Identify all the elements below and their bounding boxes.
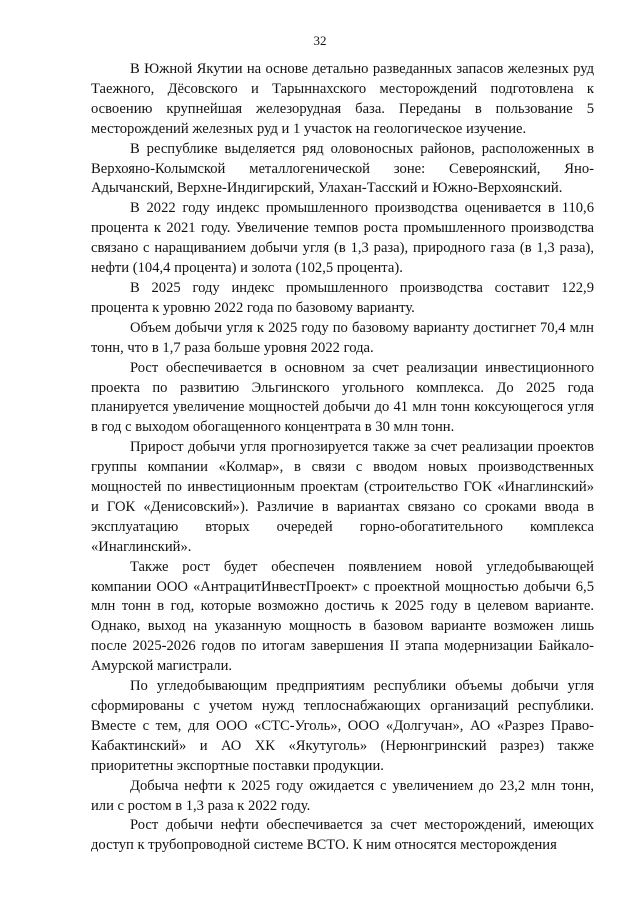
paragraph-new-coal-company: Также рост будет обеспечен появлением новой угледобывающей компании ООО «АнтрацитИнвестПроект» с проектной мощностью добычи 6,5 млн тонн в год, которые возможно достичь к 2025 году в целевом варианте. Однако, выход на указанную мощность в базовом варианте возможен лишь после 2025-2026 годов по итогам завершения II этапа модернизации Байкало-Амурской магистрали.: [91, 558, 594, 675]
paragraph-kolmar-group: Прирост добычи угля прогнозируется также за счет реализации проектов группы компании «Колмар», в связи с вводом новых производственных мощностей по инвестиционным проектам (строительство ГОК «Инаглинский» и ГОК «Денисовский»). Различие в вариантах связано со сроками ввода в эксплуатацию вторых очередей горно-обогатительного комплекса «Инаглинский».: [91, 439, 594, 555]
page-number: 32: [313, 33, 327, 48]
paragraph-elga-complex: Рост обеспечивается в основном за счет реализации инвестиционного проекта по развитию Эльгинского угольного комплекса. До 2025 года планируется увеличение мощностей добычи до 41 млн тонн коксующегося угля в год с выходом обогащенного концентрата в 30 млн тонн.: [91, 359, 594, 436]
paragraph-industrial-index-2022: В 2022 году индекс промышленного производства оценивается в 110,6 процента к 2021 году. Увеличение темпов роста промышленного производства связано с наращиванием добычи угля (в 1,3 раза), природного газа (в 1,3 раза), нефти (104,4 процента) и золота (102,5 процента).: [91, 200, 594, 277]
paragraph-oil-production: Добыча нефти к 2025 году ожидается с увеличением до 23,2 млн тонн, или с ростом в 1,3 раза к 2022 году.: [91, 777, 594, 814]
paragraph-coal-volume: Объем добычи угля к 2025 году по базовому варианту достигнет 70,4 млн тонн, что в 1,7 раза больше уровня 2022 года.: [91, 319, 594, 356]
page-body: [91, 60, 594, 856]
paragraph-industrial-index-2025: В 2025 году индекс промышленного производства составит 122,9 процента к уровню 2022 года по базовому варианту.: [91, 279, 594, 316]
paragraph-coal-enterprises: По угледобывающим предприятиям республики объемы добычи угля сформированы с учетом нужд теплоснабжающих организаций республики. Вместе с тем, для ООО «СТС-Уголь», ООО «Долгучан», АО «Разрез Право-Кабактинский» и АО ХК «Якутуголь» (Нерюнгринский разрез) также приоритетны экспортные поставки продукции.: [91, 678, 594, 774]
paragraph-iron-ore: В Южной Якутии на основе детально разведанных запасов железных руд Таежного, Дёсовского и Тарыннахского месторождений подготовлена к освоению крупнейшая железорудная база. Переданы в пользование 5 месторождений железных руд и 1 участок на геологическое изучение.: [91, 61, 594, 137]
paragraph-oil-growth: Рост добычи нефти обеспечивается за счет месторождений, имеющих доступ к трубопроводной системе ВСТО. К ним относятся месторождения: [91, 817, 594, 854]
paragraph-tin-districts: В республике выделяется ряд оловоносных районов, расположенных в Верхояно-Колымской металлогенической зоне: Североянский, Яно-Адычанский, Верхне-Индигирский, Улахан-Тасский и Южно-Верхоянский.: [91, 140, 594, 197]
